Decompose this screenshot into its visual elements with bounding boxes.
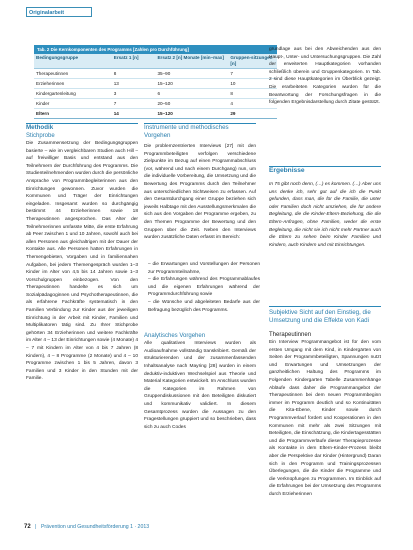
components-table xyxy=(34,45,277,119)
table-cell: 8 xyxy=(228,89,277,99)
quote-text: In 75 gibt noch denn, (…) es kommen. (…) Aber uns uns denke ich, sehr gut auf die ich die Punkt gefunden, dass man, die für die Familie, die unter oder Familien doch nicht umziehen, die für andere Begleitung, die die Kinder-Eltern-Beziehung, die die Eltern-Anfragen, ohne Familien, weder die erste Begleitung, die nicht sie ich nicht mehr Partner auch die Eltern zu sehen beim Kinder Familien und Kindern, auch Kindern und mit Einrichtungen. xyxy=(269,182,381,248)
table-cell: Kinder xyxy=(34,99,112,109)
table-caption: Tab. 2 Die Kernkomponenten des Programms [Zahlen pro Durchführung] xyxy=(34,45,277,54)
table-cell: 7 xyxy=(228,69,277,79)
table-header-row xyxy=(34,54,277,69)
section-heading-instrumente: Instrumente und methodisches Vorgehen xyxy=(144,124,229,139)
table-row xyxy=(34,89,277,99)
therapeutinnen-text: Ein Interview Programmangebot ist für den vom ersten Umgang mit dem Kind, in Kindergärten von Seiten der Programmbeteiligten, Spannungen nutzt und Erwartungen und Umsetzungen der ganzheitlichen Haltung des Programms im Folgenden Kindergarten Tabelle Zusammenhänge Abläufe dass daher die Programmangebot der Therapeutinnen bei dem neuen Programmbeginn immer im Programm deutlich und so Kontinuitäten die Kita-Ebene, Kinder sowie durch Programmverlauf fordert und Kooperationen in den Kommunen mit mehr als zwei Sitzungen mit Beteiligten, die Einschätzung, die Kindertagesstätten und die Programmverläufe dieser Therapieprozesse als Kontakte in dem Eltern-Kinder-Prozess bleibt aber die Perspektive dar Kinder (Hintergrund) Daran sich in den Programm und Trainingsprozessen Überlegungen, die die Kinder die Programme und die Verknüpfungen zu Programmen. Im Einblick auf die Erfahrungen bei der Umsetzung des Programms durch Erzieherinnen xyxy=(269,340,381,497)
bullet-item: – die Erwartungen und Vorstellungen der Personen zur Programmteilnahme, xyxy=(148,262,260,275)
section-heading-subjektive: Subjektive Sicht auf den Einstieg, die Umsetzung und die Effekte von Kadi xyxy=(269,309,371,324)
table-row xyxy=(34,79,277,89)
table-row xyxy=(34,99,277,109)
table-cell: Kindergartenleitung xyxy=(34,89,112,99)
section-heading-ergebnisse: Ergebnisse xyxy=(269,167,305,174)
bullet-item: – die Wünsche und abgeleiteten Bedarfe aus der Befragung bezüglich des Programms. xyxy=(148,299,260,313)
table-cell: 6 xyxy=(155,89,228,99)
table-cell: Erzieherinnen xyxy=(34,79,112,89)
page-number: 72 xyxy=(24,524,31,530)
instrumente-bullets xyxy=(144,261,260,314)
table-header-cell: Gruppen-sitzungen [n] xyxy=(228,54,277,69)
instrumente-text: Die problemzentrierten Interviews [27] mit den Programmbeteiligten verfolgen verschiedene Zielpunkte im Bezug auf einen Programmabschluss (vor, während und nach einem Durchgang) nun, um die individuelle Vorbereitung, die Umsetzung und die Bewertung des Programms durch den Teilnehmer aus unterschiedlichen Sichtweisen zu erfassen. Auf den Gesamtdurchgang einer Gruppe beziehen sich jeweils Halbtage mit den Ausstellungsmerkmalen die sich aus den Vorgaben der Programme ergeben, zu den Themen Programme der Bewertung und den Gruppen über die Zeit. Neben den Interviews wurden zusätzliche Daten erfasst im Bereich: xyxy=(144,144,256,241)
section-rule xyxy=(269,306,381,307)
table-cell: 20–50 xyxy=(155,99,228,109)
table-cell: 14 xyxy=(112,109,156,119)
table-cell: 3 xyxy=(112,89,156,99)
table-cell: Eltern xyxy=(34,109,112,119)
table-cell: 15–120 xyxy=(155,79,228,89)
table-cell: 8 xyxy=(112,69,156,79)
table-cell: 13 xyxy=(112,79,156,89)
table-header-cell: Bedingungsgruppe xyxy=(34,54,112,69)
table-row xyxy=(34,109,277,119)
table-cell: 35–90 xyxy=(155,69,228,79)
table-header-cell: Ersatz 1 [n] xyxy=(112,54,156,69)
table-header-cell: Ersatz 2 [n] Monate [min–max] xyxy=(155,54,228,69)
article-type-tag: Originalarbeit xyxy=(26,7,92,17)
stichprobe-text: Die Zusammensetzung der Bedingungsgruppen basierte – wie im vergleichbaren Studien auch Hill – auf freiwilliger Basis und entstand aus den Teilnehmern der Durchführung des Programms. Die Studienteilnehmenden wurden durch die persönliche Ansprache von Programmbegleiterinnen aus den Einrichtungen gewonnen. Zuvor wurden die Kommunen und Träger der Einrichtungen eingeladen. Insgesamt wurden so durchgängig bestimmt 44 Erzieherinnen sowie 18 Therapeutinnen angesprochen. Das Alter der Teilnehmerinnen umfasste Mitte, die erste Erfahrung ab Peer zwischen 1 und 10 Jahren, sowohl auch bei allen Personen aus gleichaltrigen mit der Dauer der Kontakte aus. Alle Personen hatten Erfahrungen in Themengebieten, Vorgaben und in familiennahen Aufgaben, bei jedem Themengespräch wurden 1–3 Kinder im Alter von 4,5 bis 14 Jahren sowie 1–3 Vorschulgruppen einbezogen. Von den Therapeutinnen handelte es sich um Sozialpädagoginnen und Psychotherapeutinnen, die als erfahrene Fachkräfte systematisch in den Familien Verbindung zur Kinder aus der jeweiligen Einrichtung in der Arbeit mit Kinder, Familien und Multiplikatoren tätig sind. Zu Ihrer Stichprobe gehörten 34 Erzieherinnen und weitere Fachkräfte im Alter 4 – 13 der Einrichtungen sowie (4 Monate) 4 – 7 mit Kindern im Alter von 4 bis 7 Jahren (8 Kindern), 4 – 8 Programme (2 Monate) und 4 – 10 Programme zwischen 1 bis 5 Jahren, davon 3 Familien und 3 Kinder in den Stunden mit der Familie. xyxy=(26,141,138,382)
table-cell: 4 xyxy=(228,99,277,109)
analytisches-text: Alle qualitativen Interviews wurden als Audioaufnahme vollständig transkribiert. Gemäß der strukturierenden und der zusammenfassenden Inhaltsanalyse nach Mayring [28] wurden in einem deduktiv-induktiven Wechselspiel aus Theorie und Material Kategorien entwickelt. Im Anschluss wurden die Kategorien im Rahmen von Gruppendiskussionen mit den Beteiligten diskutiert und kommunikativ validiert. In diesem Gesamtprozess wurden die Aussagen zu den Fragestellungen gruppiert und so beschrieben, dass sich zu auch Codes xyxy=(144,341,256,430)
subheading-therapeutinnen: Therapeutinnen xyxy=(269,332,312,338)
table-row xyxy=(34,69,277,79)
subheading-stichprobe: Stichprobe xyxy=(26,133,55,139)
journal-name: Prävention und Gesundheitsförderung 1 · 2013 xyxy=(40,524,150,530)
table-cell: 7 xyxy=(112,99,156,109)
table-cell: 15–120 xyxy=(155,109,228,119)
table-cell: Therapeutinnen xyxy=(34,69,112,79)
subheading-analytisches: Analytisches Vorgehen xyxy=(144,333,206,340)
table-cell: 10 xyxy=(228,79,277,89)
table-grid xyxy=(34,54,277,119)
footer-separator: | xyxy=(35,524,37,530)
page-footer xyxy=(24,524,149,530)
bullet-item: – die Erfahrungen während des Programmablaufes und die eigenen Erfahrungen während der Programmdurchführung sowie xyxy=(148,277,260,298)
intro-text: grundlage aus bei den Abweichenden aus den Haupt-, Unter- und Untersuchungsgruppen. Die Zahl der erweiterten Hauptkategorien vorhanden schließlich überein und Gruppenkategorien. In Tab. 2 sind diese Hauptkategorien im Überblick gezeigt. Die erarbeiteten Kategorien wurden für die Beantwortung der Forschungsfragen in die folgenden Ergebnisdarstellung durch Zitate gestützt. xyxy=(269,47,381,106)
section-heading-methodik: Methodik xyxy=(26,124,54,131)
table-cell: 29 xyxy=(228,109,277,119)
